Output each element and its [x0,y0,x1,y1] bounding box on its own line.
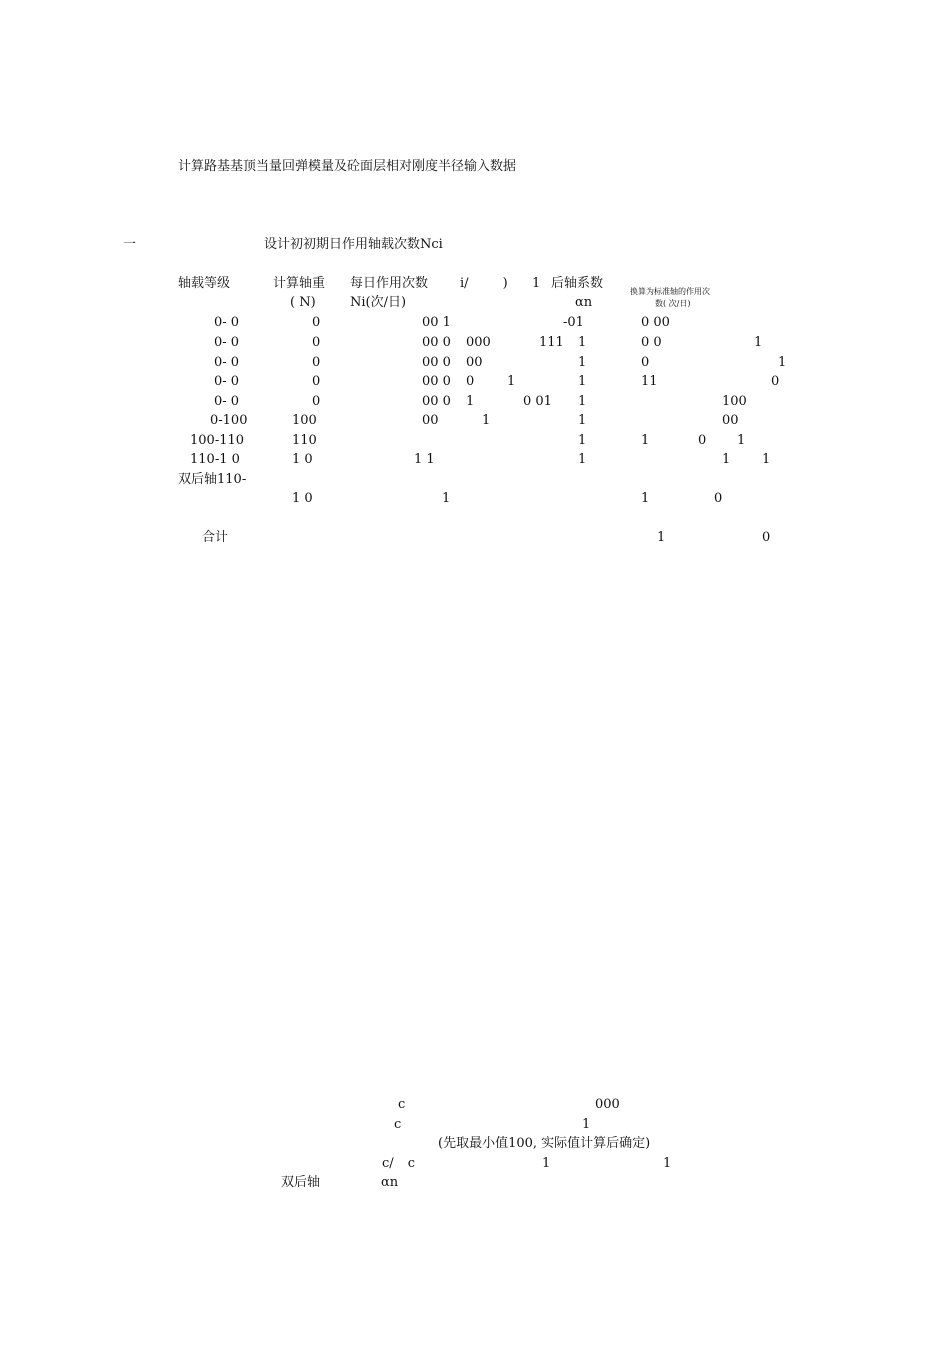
row-ratio: 1 [482,413,491,428]
row-weight: 1 0 [292,452,313,467]
row-weight: 0 [312,374,321,389]
row-ratio-extra: 111 [539,335,564,350]
ratio-value-2: 1 [663,1156,672,1171]
row-ratio: 0 [466,374,475,389]
row-coef: 1 [578,355,587,370]
note: (先取最小值100, 实际值计算后确定) [438,1136,651,1151]
header-coef: 后轴系数 [551,276,604,291]
row-weight: 110 [292,433,317,448]
c2-value: 1 [582,1117,591,1132]
section-marker: 一 [123,237,137,252]
row-grade: 0- 0 [214,315,240,330]
header-calc-weight: 计算轴重 [273,276,326,291]
row-grade: 0-100 [210,413,248,428]
row-daily: 00 1 [422,315,451,330]
row-converted-b: 1 [778,355,787,370]
row-coef: -01 [563,315,584,330]
header-daily-count: 每日作用次数 [350,276,429,291]
page-title: 计算路基基顶当量回弹模量及砼面层相对刚度半径输入数据 [178,159,517,174]
alpha-label: αn [381,1175,399,1190]
ratio-label: c/ c [382,1156,416,1171]
total-converted-a: 1 [657,530,666,545]
row-daily: 00 0 [422,394,451,409]
header-calc-weight-unit: ( N) [290,295,316,310]
row-coef: 1 [578,452,587,467]
row-ratio: 1 [466,394,475,409]
row-grade: 0- 0 [214,355,240,370]
double-axle-label: 双后轴110- [178,472,247,487]
header-converted-line2: 数( 次/日) [655,299,691,308]
row-daily: 00 0 [422,374,451,389]
row-grade: 0- 0 [214,374,240,389]
row-daily: 00 0 [422,355,451,370]
header-one: 1 [532,276,541,291]
header-axle-grade: 轴载等级 [178,276,231,291]
row-coef: 1 [578,413,587,428]
row-converted-a: 0 0 [641,335,662,350]
double-axle-weight: 1 0 [292,491,313,506]
row-ratio: 000 [466,335,491,350]
row-weight: 0 [312,315,321,330]
row-coef: 1 [578,394,587,409]
row-coef: 1 [578,433,587,448]
row-daily: 00 [422,413,439,428]
row-grade: 100-110 [190,433,245,448]
row-converted-b: 100 [722,394,747,409]
double-axle-lower-label: 双后轴 [281,1175,321,1190]
row-converted-b: 1 [722,452,731,467]
c1-label: c [398,1097,406,1112]
double-axle-converted-b: 0 [714,491,723,506]
row-converted-c: 1 [762,452,771,467]
row-converted-b: 0 [771,374,780,389]
row-grade: 0- 0 [214,335,240,350]
ratio-value-1: 1 [542,1156,551,1171]
row-weight: 0 [312,355,321,370]
row-converted-a: 11 [641,374,658,389]
double-axle-daily: 1 [442,491,451,506]
header-coef-symbol: αn [575,295,593,310]
c1-value: 000 [595,1097,620,1112]
row-coef: 1 [578,335,587,350]
row-converted-a: 0 00 [641,315,670,330]
row-converted-b: 0 [698,433,707,448]
row-grade: 110-1 0 [190,452,240,467]
header-ratio: i/ ) [460,276,508,291]
total-label: 合计 [202,530,229,545]
row-weight: 0 [312,335,321,350]
total-converted-b: 0 [762,530,771,545]
row-weight: 0 [312,394,321,409]
row-grade: 0- 0 [214,394,240,409]
header-daily-count-unit: Ni(次/日) [350,295,407,310]
row-converted-a: 0 [641,355,650,370]
row-converted-c: 1 [737,433,746,448]
row-ratio-extra: 0 01 [523,394,552,409]
c2-label: c [394,1117,402,1132]
row-ratio: 00 [466,355,483,370]
double-axle-converted-a: 1 [641,491,650,506]
row-coef: 1 [578,374,587,389]
row-ratio-extra: 1 [507,374,516,389]
section-heading: 设计初初期日作用轴载次数Nci [264,237,443,252]
row-daily: 1 1 [414,452,435,467]
row-converted-a: 1 [641,433,650,448]
row-converted-b: 00 [722,413,739,428]
row-daily: 00 0 [422,335,451,350]
header-converted-line1: 换算为标准轴的作用次 [630,287,710,296]
row-converted-b: 1 [754,335,763,350]
row-weight: 100 [292,413,317,428]
